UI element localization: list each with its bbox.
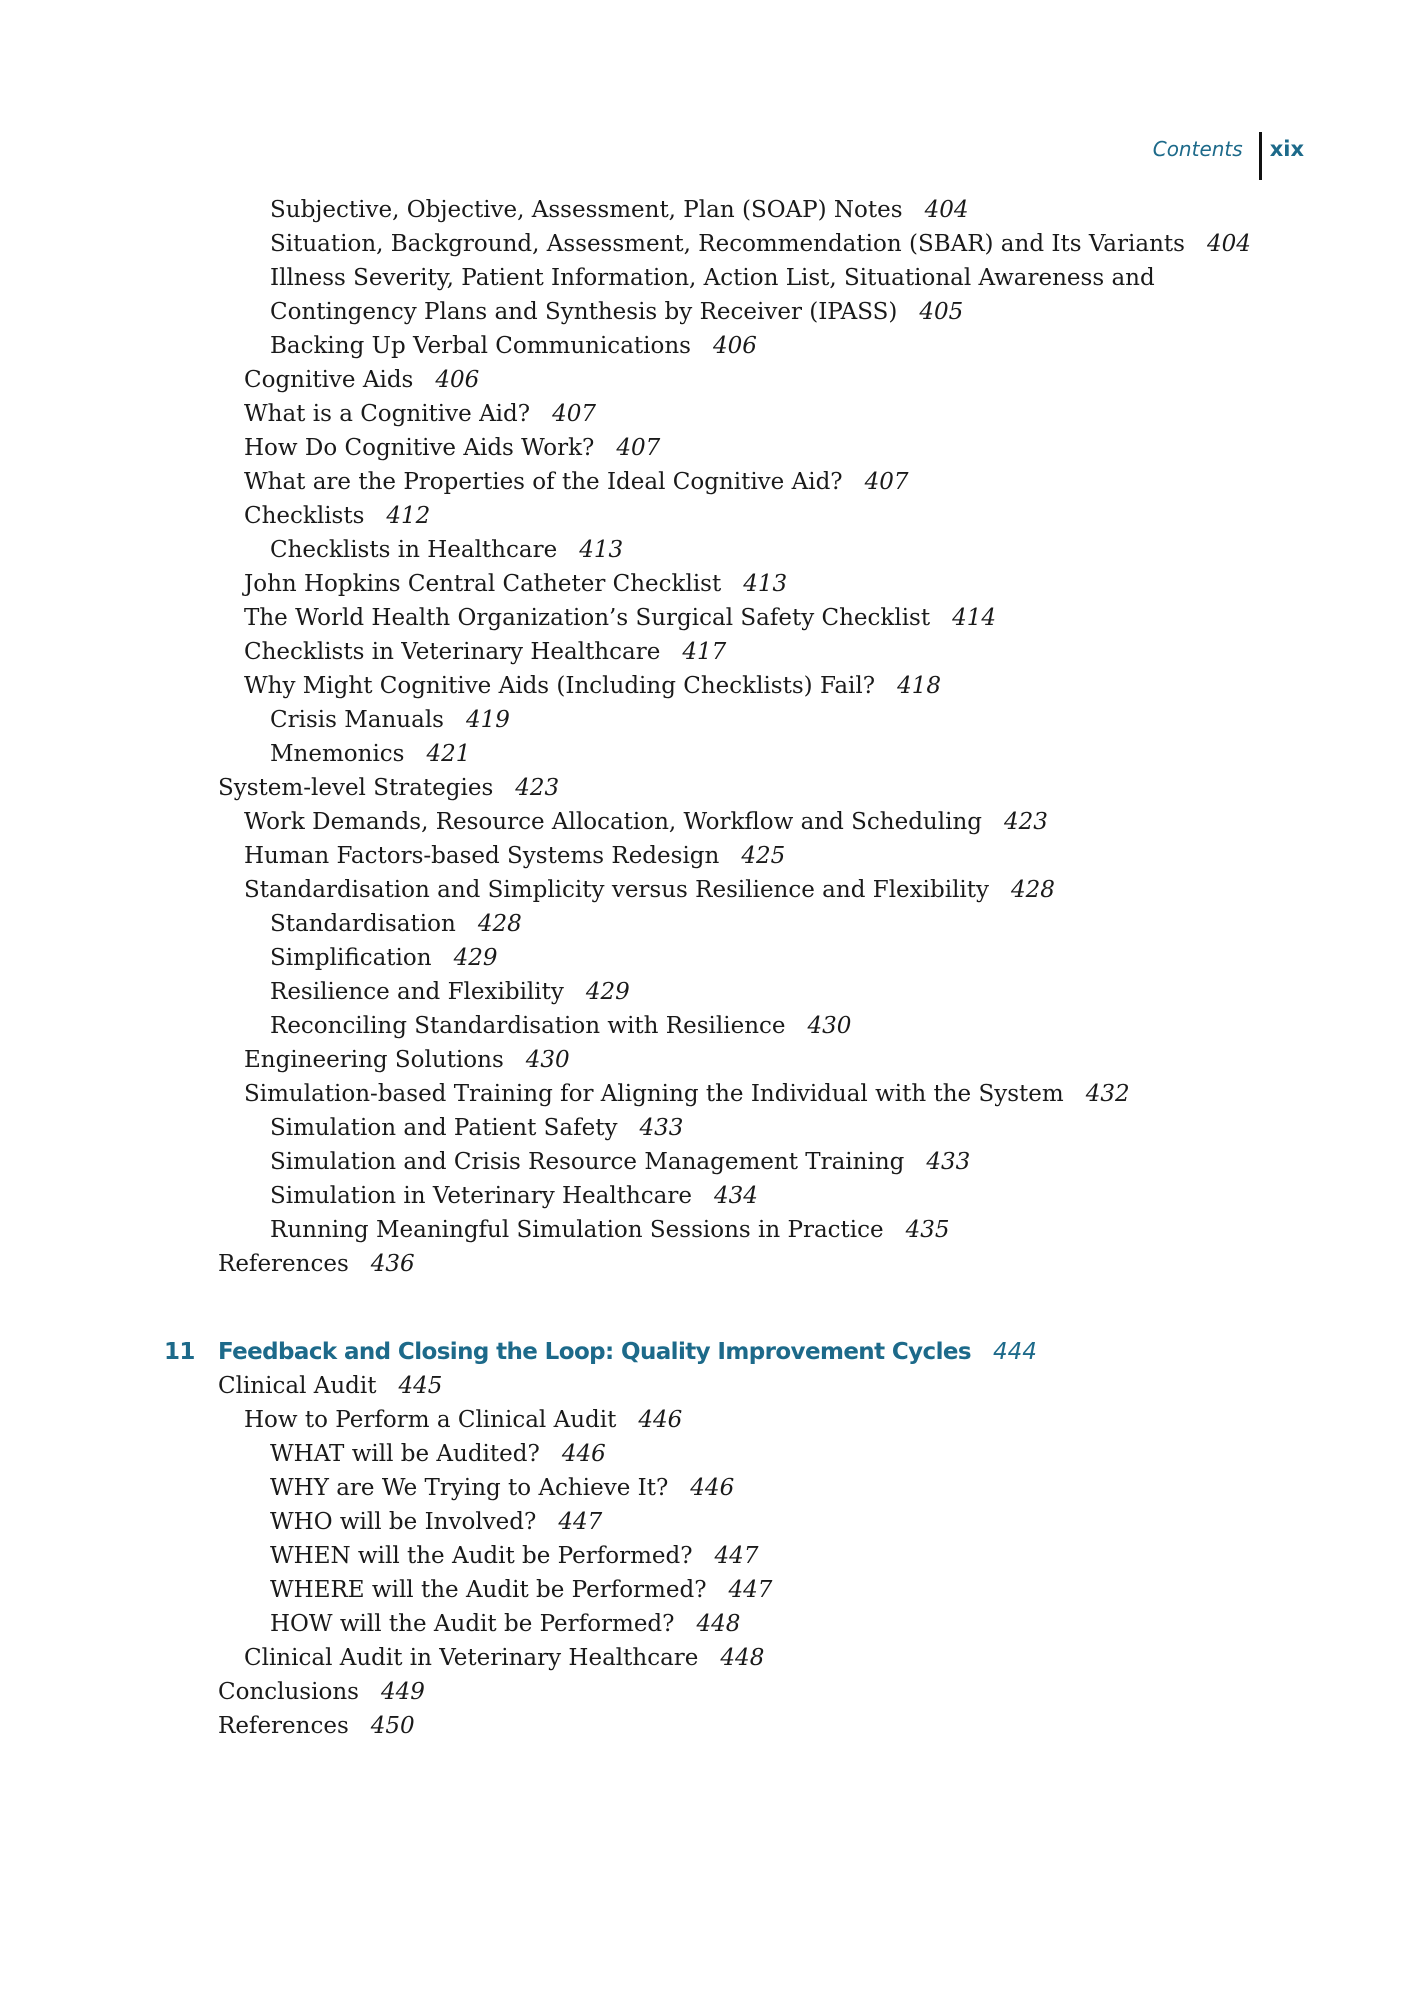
toc-entry-title: Backing Up Verbal Communications [270,333,691,359]
toc-entry-page: 428 [477,911,522,937]
toc-entry-page: 432 [1085,1081,1130,1107]
toc-entry-page: 414 [952,605,997,631]
toc-entry-title: WHY are We Trying to Achieve It? [270,1475,669,1501]
toc-entry-title: WHAT will be Audited? [270,1441,540,1467]
toc-entry-title: Simulation and Crisis Resource Management Training [270,1149,905,1175]
toc-entry-page: 448 [720,1645,765,1671]
toc-entry-title: Running Meaningful Simulation Sessions in Practice [270,1217,884,1243]
toc-entry[interactable] [244,567,787,601]
toc-entry-page: 425 [741,843,786,869]
toc-entry-title: Conclusions [218,1679,359,1705]
toc-entry[interactable] [270,1471,734,1505]
toc-entry-page: 429 [585,979,630,1005]
toc-entry-page: 419 [465,707,510,733]
toc-entry[interactable] [218,1369,442,1403]
toc-entry-page: 404 [924,197,969,223]
toc-entry-title: Clinical Audit in Veterinary Healthcare [244,1645,699,1671]
toc-entry[interactable] [270,1505,602,1539]
toc-entry-page: 428 [1011,877,1055,903]
toc-entry-page: 406 [712,333,757,359]
toc-entry[interactable] [270,737,470,771]
toc-entry-page: 412 [386,503,431,529]
toc-entry-page: 413 [579,537,624,563]
toc-entry-page: 447 [714,1543,759,1569]
toc-entry[interactable] [244,363,479,397]
toc-entry-title: WHEN will the Audit be Performed? [270,1543,693,1569]
toc-entry-title: References [218,1713,349,1739]
toc-entry-title: WHERE will the Audit be Performed? [270,1577,707,1603]
toc-entry-page: 407 [552,401,596,427]
toc-entry[interactable] [270,1111,683,1145]
toc-entry-title: Why Might Cognitive Aids (Including Checklists) Fail? [244,673,876,699]
toc-entry-title: How to Perform a Clinical Audit [244,1407,617,1433]
toc-entry-title: HOW will the Audit be Performed? [270,1611,675,1637]
toc-entry[interactable] [270,295,963,329]
toc-entry[interactable] [218,1247,415,1281]
toc-entry[interactable] [270,1539,758,1573]
toc-entry[interactable] [218,771,559,805]
toc-entry[interactable] [270,1573,772,1607]
toc-entry-page: 434 [714,1183,758,1209]
toc-entry[interactable] [270,193,968,227]
toc-entry-page: 430 [807,1013,852,1039]
toc-entry[interactable] [270,1607,740,1641]
running-header-section: Contents [1152,137,1243,161]
toc-entry-title: What are the Properties of the Ideal Cognitive Aid? [244,469,843,495]
chapter-title: Feedback and Closing the Loop: Quality Improvement Cycles [218,1339,971,1365]
toc-entry-title: How Do Cognitive Aids Work? [244,435,595,461]
toc-entry[interactable] [244,805,1048,839]
toc-entry-title: System-level Strategies [218,775,494,801]
toc-entry-page: 423 [515,775,560,801]
toc-entry-title: WHO will be Involved? [270,1509,537,1535]
toc-entry-title: Checklists in Healthcare [270,537,558,563]
toc-entry-title: John Hopkins Central Catheter Checklist [244,571,722,597]
toc-entry-title: References [218,1251,349,1277]
toc-entry[interactable] [270,703,510,737]
toc-entry-page: 448 [696,1611,741,1637]
toc-entry-page: 406 [435,367,480,393]
toc-entry-page: 413 [743,571,788,597]
toc-entry-page: 446 [561,1441,606,1467]
toc-entry-title: Cognitive Aids [244,367,414,393]
toc-entry[interactable] [218,1709,415,1743]
toc-entry-title: Mnemonics [270,741,405,767]
toc-entry-page: 407 [864,469,909,495]
toc-entry[interactable] [244,465,909,499]
toc-entry-title: Reconciling Standardisation with Resilience [270,1013,786,1039]
toc-entry-page: 449 [380,1679,425,1705]
toc-entry[interactable] [244,1403,682,1437]
toc-entry-page: 450 [370,1713,415,1739]
toc-entry-title: Simulation-based Training for Aligning the Individual with the System [244,1081,1064,1107]
toc-entry-page: 436 [370,1251,415,1277]
running-header [1153,132,1304,182]
toc-entry-page: 418 [897,673,942,699]
toc-entry[interactable] [244,1077,1130,1111]
toc-entry[interactable] [244,635,726,669]
toc-entry[interactable] [270,1145,970,1179]
toc-entry-page: 445 [398,1373,443,1399]
toc-entry[interactable] [270,907,522,941]
toc-entry[interactable] [270,227,1251,261]
toc-entry-title: Illness Severity, Patient Information, Action List, Situational Awareness and [270,265,1155,291]
toc-entry[interactable] [244,839,785,873]
toc-entry[interactable] [244,669,941,703]
toc-entry-page: 430 [525,1047,570,1073]
toc-entry-page: 417 [682,639,727,665]
toc-entry-title: Standardisation [270,911,456,937]
toc-entry[interactable] [270,941,497,975]
toc-entry-title: Engineering Solutions [244,1047,504,1073]
toc-entry-title: Standardisation and Simplicity versus Resilience and Flexibility [244,877,990,903]
toc-entry-page: 421 [426,741,471,767]
toc-entry-page: 405 [919,299,964,325]
toc-entry[interactable] [270,975,630,1009]
toc-entry-page: 433 [926,1149,971,1175]
toc-entry[interactable] [244,431,660,465]
toc-entry[interactable] [244,1641,764,1675]
toc-entry-page: 404 [1206,231,1251,257]
toc-entry-title: Resilience and Flexibility [270,979,564,1005]
toc-entry-title: The World Health Organization’s Surgical Safety Checklist [244,605,931,631]
toc-entry-page: 433 [639,1115,684,1141]
toc-entry[interactable] [270,1179,758,1213]
toc-entry-title: Simulation in Veterinary Healthcare [270,1183,692,1209]
toc-entry[interactable] [270,261,1155,295]
toc-entry[interactable] [244,601,996,635]
toc-entry-title: Work Demands, Resource Allocation, Workflow and Scheduling [244,809,982,835]
toc-entry[interactable] [270,1437,606,1471]
toc-entry[interactable] [218,1675,425,1709]
toc-entry[interactable] [244,397,596,431]
toc-entry[interactable] [270,1213,950,1247]
toc-entry-title: Contingency Plans and Synthesis by Receiver (IPASS) [270,299,898,325]
toc-entry-page: 446 [690,1475,735,1501]
toc-entry-page: 407 [616,435,661,461]
toc-entry[interactable] [244,1043,570,1077]
toc-entry-page: 447 [728,1577,773,1603]
chapter-number: 11 [164,1339,195,1365]
toc-entry-title: Clinical Audit [218,1373,377,1399]
toc-entry-title: Checklists in Veterinary Healthcare [244,639,661,665]
toc-entry-page: 447 [558,1509,603,1535]
toc-entry-page: 423 [1004,809,1048,835]
toc-entry-title: What is a Cognitive Aid? [244,401,531,427]
toc-entry-title: Human Factors-based Systems Redesign [244,843,720,869]
toc-entry[interactable] [244,499,430,533]
toc-entry-title: Subjective, Objective, Assessment, Plan (SOAP) Notes [270,197,903,223]
toc-entry-title: Checklists [244,503,365,529]
page-number: xix [1269,137,1304,161]
toc-entry-title: Situation, Background, Assessment, Recommendation (SBAR) and Its Variants [270,231,1185,257]
toc-entry[interactable] [270,1009,851,1043]
toc-entry[interactable] [244,873,1055,907]
toc-entry-title: Crisis Manuals [270,707,444,733]
toc-entry-page: 435 [905,1217,950,1243]
toc-entry-title: Simulation and Patient Safety [270,1115,618,1141]
toc-entry-page: 446 [638,1407,683,1433]
toc-entry-page: 429 [453,945,498,971]
toc-entry-title: Simplification [270,945,432,971]
chapter-page: 444 [992,1339,1037,1365]
toc-entry[interactable] [270,329,757,363]
toc-entry[interactable] [270,533,623,567]
chapter-heading[interactable] [164,1335,1037,1369]
